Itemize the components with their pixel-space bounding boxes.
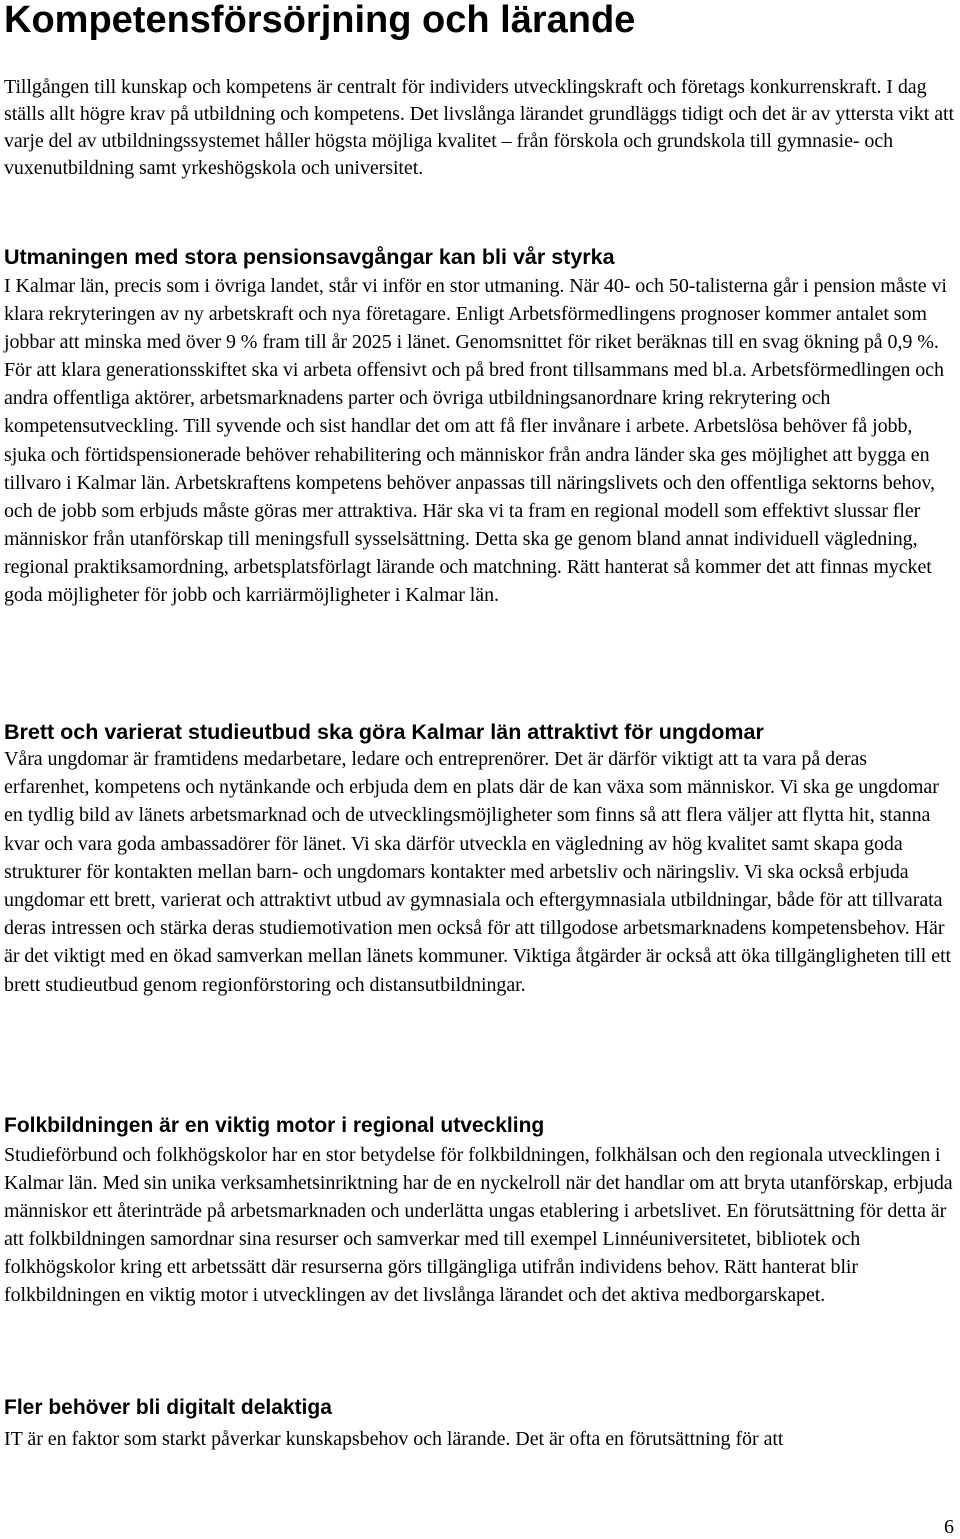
- intro-paragraph: Tillgången till kunskap och kompetens är centralt för individers utvecklingskraft och företags konkurrenskraft. I dag ställs allt högre krav på utbildning och kompetens. Det livslånga lärandet grundläggs tidigt och det är av yttersta vikt att varje del av utbildningssystemet håller högsta möjliga kvalitet – från förskola och grundskola till gymnasie- och vuxenutbildning samt yrkeshögskola och universitet.: [4, 76, 954, 179]
- section-heading-digitalt-delaktiga: Fler behöver bli digitalt delaktiga: [4, 1396, 332, 1419]
- document-title: Kompetensförsörjning och lärande: [4, 0, 636, 41]
- section-heading-pensionsavgangar: Utmaningen med stora pensionsavgångar kan bli vår styrka: [4, 245, 615, 269]
- section-body-digitalt-delaktiga: IT är en faktor som starkt påverkar kunskapsbehov och lärande. Det är ofta en förutsättning för att: [4, 1428, 784, 1450]
- section-body-folkbildning: Studieförbund och folkhögskolor har en stor betydelse för folkbildningen, folkhälsan och den regionala utvecklingen i Kalmar län. Med sin unika verksamhetsinriktning har de en nyckelroll när det handlar om att bryta utanförskap, erbjuda människor ett återinträde på arbetsmarknaden och underlätta ungas etablering i arbetslivet. En förutsättning för detta är att folkbildningen samordnar sina resurser och samverkar med till exempel Linnéuniversitetet, bibliotek och folkhögskolor kring ett arbetssätt där resurserna görs tillgängliga utifrån individens behov. Rätt hanterat blir folkbildningen en viktig motor i utvecklingen av det livslånga lärandet och det aktiva medborgarskapet.: [4, 1144, 953, 1307]
- section-body-studieutbud: Våra ungdomar är framtidens medarbetare, ledare och entreprenörer. Det är därför viktigt att ta vara på deras erfarenhet, kompetens och nytänkande och erbjuda dem en plats där de kan växa som människor. Vi ska ge ungdomar en tydlig bild av länets arbetsmarknad och de utvecklingsmöjligheter som finns så att flera väljer att flytta hit, stanna kvar och vara goda ambassadörer för länet. Vi ska därför utveckla en vägledning av hög kvalitet samt skapa goda strukturer för kontakten mellan barn- och ungdomars kontakter med arbetsliv och näringsliv. Vi ska också erbjuda ungdomar ett brett, varierat och attraktivt utbud av gymnasiala och eftergymnasiala utbildningar, både för att tillvarata deras intressen och stärka deras studiemotivation men också för att tillgodose arbetsmarknadens kompetensbehov. Här är det viktigt med en ökad samverkan mellan länets kommuner. Viktiga åtgärder är också att öka tillgängligheten till ett brett studieutbud genom regionförstoring och distansutbildningar.: [4, 748, 952, 996]
- page-number: 6: [944, 1516, 954, 1538]
- section-body-pensionsavgangar: I Kalmar län, precis som i övriga landet, står vi inför en stor utmaning. När 40- och 50-talisterna går i pension måste vi klara rekryteringen av ny arbetskraft och nya företagare. Enligt Arbetsförmedlingens prognoser kommer antalet som jobbar att minska med över 9 % fram till år 2025 i länet. Genomsnittet för riket beräknas till en svag ökning på 0,9 %. För att klara generationsskiftet ska vi arbeta offensivt och på bred front tillsammans med bl.a. Arbetsförmedlingen och andra offentliga aktörer, arbetsmarknadens parter och övriga utbildningsanordnare kring rekrytering och kompetensutveckling. Till syvende och sist handlar det om att få fler invånare i arbete. Arbetslösa behöver få jobb, sjuka och förtidspensionerade behöver rehabilitering och människor från andra länder ska ges möjlighet att bygga en tillvaro i Kalmar län. Arbetskraftens kompetens behöver anpassas till näringslivets och den offentliga sektorns behov, och de jobb som erbjuds måste göras mer attraktiva. Här ska vi ta fram en regional modell som effektivt slussar fler människor från utanförskap till meningsfull sysselsättning. Detta ska ge genom bland annat individuell vägledning, regional praktiksamordning, arbetsplatsförlagt lärande och matchning. Rätt hanterat så kommer det att finnas mycket goda möjligheter för jobb och karriärmöjligheter i Kalmar län.: [4, 275, 947, 607]
- section-heading-studieutbud: Brett och varierat studieutbud ska göra Kalmar län attraktivt för ungdomar: [4, 720, 764, 744]
- section-heading-folkbildning: Folkbildningen är en viktig motor i regional utveckling: [4, 1114, 545, 1137]
